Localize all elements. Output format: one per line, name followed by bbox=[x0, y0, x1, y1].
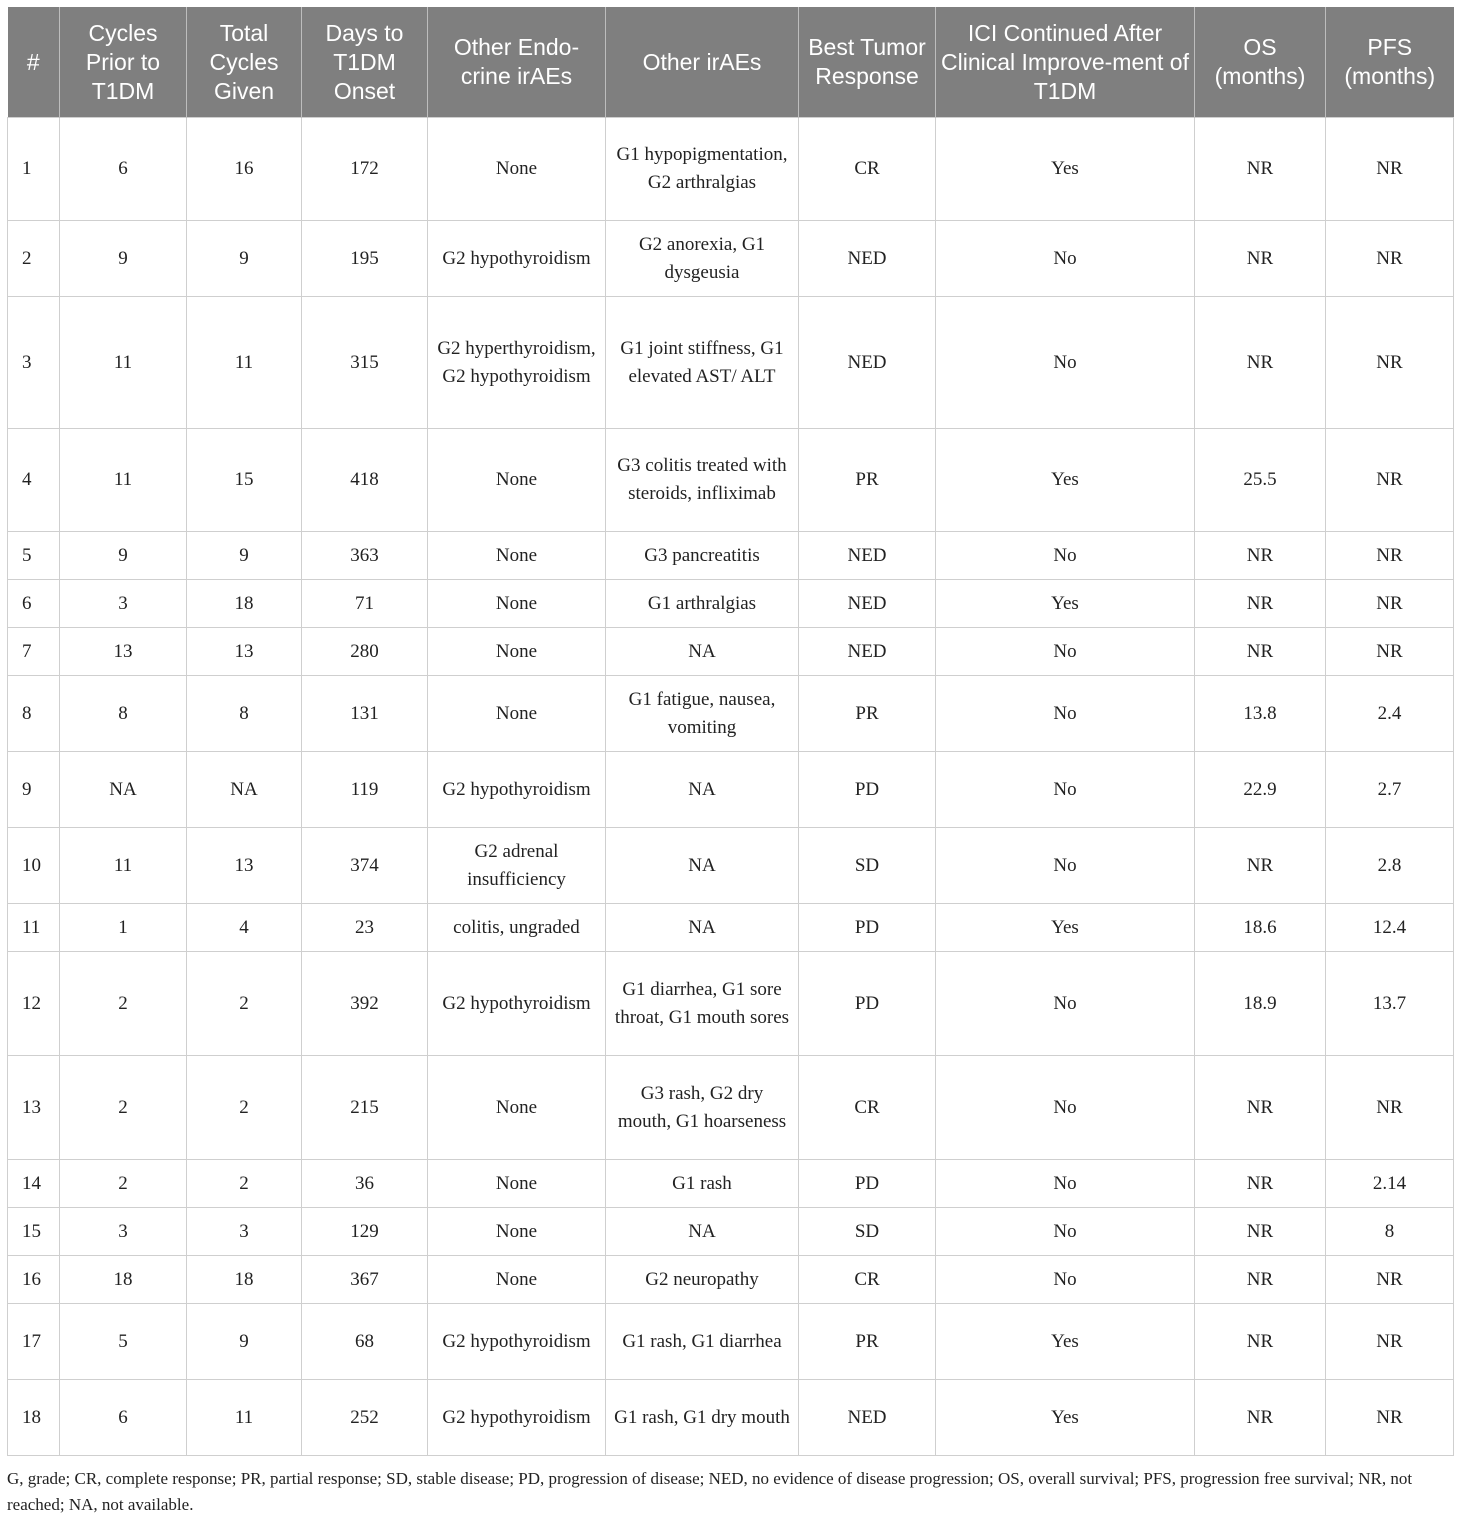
header-other-iraes: Other irAEs bbox=[606, 7, 799, 118]
cell-other-iraes: G3 rash, G2 dry mouth, G1 hoarseness bbox=[606, 1056, 799, 1160]
header-best-response: Best Tumor Response bbox=[799, 7, 936, 118]
cell-other-endocrine: None bbox=[428, 1056, 606, 1160]
cell-other-iraes: G1 fatigue, nausea, vomiting bbox=[606, 676, 799, 752]
cell-best-response: PR bbox=[799, 676, 936, 752]
cell-total-cycles: 2 bbox=[187, 952, 302, 1056]
cell-best-response: PD bbox=[799, 752, 936, 828]
cell-other-endocrine: G2 adrenal insufficiency bbox=[428, 828, 606, 904]
cell-total-cycles: 11 bbox=[187, 1380, 302, 1456]
cell-os-months: NR bbox=[1195, 1256, 1326, 1304]
cell-row-index: 18 bbox=[8, 1380, 60, 1456]
cell-os-months: 18.6 bbox=[1195, 904, 1326, 952]
cell-other-iraes: NA bbox=[606, 628, 799, 676]
cell-row-index: 4 bbox=[8, 429, 60, 532]
cell-pfs-months: NR bbox=[1326, 580, 1454, 628]
cell-days-to-onset: 172 bbox=[302, 118, 428, 221]
cell-pfs-months: 2.4 bbox=[1326, 676, 1454, 752]
cell-other-iraes: NA bbox=[606, 904, 799, 952]
cell-other-endocrine: G2 hyperthyroidism, G2 hypothyroidism bbox=[428, 297, 606, 429]
cell-ici-continued: No bbox=[936, 532, 1195, 580]
cell-best-response: PD bbox=[799, 904, 936, 952]
cell-os-months: 18.9 bbox=[1195, 952, 1326, 1056]
cell-total-cycles: 15 bbox=[187, 429, 302, 532]
data-table bbox=[7, 7, 1454, 1456]
cell-days-to-onset: 36 bbox=[302, 1160, 428, 1208]
cell-best-response: CR bbox=[799, 1056, 936, 1160]
cell-days-to-onset: 195 bbox=[302, 221, 428, 297]
cell-other-iraes: G1 rash bbox=[606, 1160, 799, 1208]
cell-best-response: NED bbox=[799, 1380, 936, 1456]
cell-total-cycles: 13 bbox=[187, 828, 302, 904]
cell-other-endocrine: None bbox=[428, 1256, 606, 1304]
cell-days-to-onset: 252 bbox=[302, 1380, 428, 1456]
table-row bbox=[8, 221, 1454, 297]
cell-row-index: 16 bbox=[8, 1256, 60, 1304]
cell-pfs-months: NR bbox=[1326, 221, 1454, 297]
cell-ici-continued: No bbox=[936, 297, 1195, 429]
cell-other-iraes: G2 neuropathy bbox=[606, 1256, 799, 1304]
cell-other-endocrine: None bbox=[428, 628, 606, 676]
cell-cycles-prior: 2 bbox=[60, 952, 187, 1056]
cell-days-to-onset: 129 bbox=[302, 1208, 428, 1256]
table-row bbox=[8, 1160, 1454, 1208]
cell-days-to-onset: 71 bbox=[302, 580, 428, 628]
cell-other-iraes: NA bbox=[606, 828, 799, 904]
cell-best-response: CR bbox=[799, 1256, 936, 1304]
cell-ici-continued: Yes bbox=[936, 1304, 1195, 1380]
cell-other-endocrine: colitis, ungraded bbox=[428, 904, 606, 952]
cell-best-response: NED bbox=[799, 628, 936, 676]
cell-other-iraes: G1 rash, G1 diarrhea bbox=[606, 1304, 799, 1380]
cell-best-response: PD bbox=[799, 1160, 936, 1208]
cell-days-to-onset: 119 bbox=[302, 752, 428, 828]
cell-ici-continued: Yes bbox=[936, 118, 1195, 221]
cell-other-endocrine: G2 hypothyroidism bbox=[428, 221, 606, 297]
cell-other-iraes: G2 anorexia, G1 dysgeusia bbox=[606, 221, 799, 297]
header-row bbox=[8, 7, 1454, 118]
cell-row-index: 5 bbox=[8, 532, 60, 580]
table-footnote: G, grade; CR, complete response; PR, partial response; SD, stable disease; PD, progression of disease; NED, no evidence of disease progression; OS, overall survival; PFS, progression free survival; NR, not reached; NA, not available. bbox=[7, 1469, 1413, 1514]
cell-os-months: NR bbox=[1195, 1304, 1326, 1380]
cell-days-to-onset: 315 bbox=[302, 297, 428, 429]
cell-ici-continued: No bbox=[936, 1160, 1195, 1208]
cell-days-to-onset: 280 bbox=[302, 628, 428, 676]
cell-pfs-months: 2.14 bbox=[1326, 1160, 1454, 1208]
cell-os-months: NR bbox=[1195, 580, 1326, 628]
cell-total-cycles: 18 bbox=[187, 1256, 302, 1304]
cell-other-endocrine: None bbox=[428, 580, 606, 628]
cell-best-response: NED bbox=[799, 532, 936, 580]
cell-other-endocrine: G2 hypothyroidism bbox=[428, 752, 606, 828]
cell-other-iraes: NA bbox=[606, 752, 799, 828]
cell-pfs-months: 2.7 bbox=[1326, 752, 1454, 828]
cell-total-cycles: 13 bbox=[187, 628, 302, 676]
table-row bbox=[8, 828, 1454, 904]
cell-cycles-prior: 6 bbox=[60, 118, 187, 221]
cell-os-months: NR bbox=[1195, 221, 1326, 297]
cell-best-response: SD bbox=[799, 1208, 936, 1256]
cell-other-iraes: NA bbox=[606, 1208, 799, 1256]
cell-ici-continued: No bbox=[936, 1256, 1195, 1304]
cell-total-cycles: 18 bbox=[187, 580, 302, 628]
table-row bbox=[8, 429, 1454, 532]
table-row bbox=[8, 1380, 1454, 1456]
cell-ici-continued: No bbox=[936, 628, 1195, 676]
cell-row-index: 10 bbox=[8, 828, 60, 904]
cell-total-cycles: 16 bbox=[187, 118, 302, 221]
cell-other-endocrine: G2 hypothyroidism bbox=[428, 952, 606, 1056]
cell-cycles-prior: 11 bbox=[60, 429, 187, 532]
cell-cycles-prior: 11 bbox=[60, 297, 187, 429]
cell-pfs-months: NR bbox=[1326, 1304, 1454, 1380]
table-row bbox=[8, 1304, 1454, 1380]
cell-cycles-prior: 8 bbox=[60, 676, 187, 752]
cell-cycles-prior: 9 bbox=[60, 532, 187, 580]
cell-os-months: 13.8 bbox=[1195, 676, 1326, 752]
cell-days-to-onset: 131 bbox=[302, 676, 428, 752]
cell-pfs-months: NR bbox=[1326, 532, 1454, 580]
cell-cycles-prior: 18 bbox=[60, 1256, 187, 1304]
cell-other-endocrine: None bbox=[428, 1160, 606, 1208]
cell-row-index: 7 bbox=[8, 628, 60, 676]
cell-days-to-onset: 68 bbox=[302, 1304, 428, 1380]
cell-ici-continued: No bbox=[936, 1056, 1195, 1160]
cell-pfs-months: NR bbox=[1326, 1380, 1454, 1456]
cell-other-iraes: G1 rash, G1 dry mouth bbox=[606, 1380, 799, 1456]
table-row bbox=[8, 676, 1454, 752]
cell-row-index: 17 bbox=[8, 1304, 60, 1380]
cell-ici-continued: Yes bbox=[936, 429, 1195, 532]
cell-ici-continued: No bbox=[936, 752, 1195, 828]
cell-other-endocrine: G2 hypothyroidism bbox=[428, 1304, 606, 1380]
header-total-cycles: Total Cycles Given bbox=[187, 7, 302, 118]
cell-ici-continued: No bbox=[936, 1208, 1195, 1256]
cell-os-months: NR bbox=[1195, 1056, 1326, 1160]
cell-cycles-prior: 5 bbox=[60, 1304, 187, 1380]
cell-row-index: 2 bbox=[8, 221, 60, 297]
cell-days-to-onset: 392 bbox=[302, 952, 428, 1056]
cell-cycles-prior: 3 bbox=[60, 580, 187, 628]
cell-other-iraes: G1 arthralgias bbox=[606, 580, 799, 628]
cell-days-to-onset: 23 bbox=[302, 904, 428, 952]
cell-days-to-onset: 363 bbox=[302, 532, 428, 580]
cell-cycles-prior: 1 bbox=[60, 904, 187, 952]
cell-days-to-onset: 418 bbox=[302, 429, 428, 532]
cell-other-endocrine: None bbox=[428, 1208, 606, 1256]
header-cycles-prior: Cycles Prior to T1DM bbox=[60, 7, 187, 118]
cell-row-index: 11 bbox=[8, 904, 60, 952]
cell-ici-continued: No bbox=[936, 221, 1195, 297]
cell-row-index: 14 bbox=[8, 1160, 60, 1208]
cell-best-response: SD bbox=[799, 828, 936, 904]
cell-total-cycles: 3 bbox=[187, 1208, 302, 1256]
cell-total-cycles: 2 bbox=[187, 1056, 302, 1160]
table-row bbox=[8, 580, 1454, 628]
cell-cycles-prior: 11 bbox=[60, 828, 187, 904]
cell-other-iraes: G3 colitis treated with steroids, infliximab bbox=[606, 429, 799, 532]
cell-best-response: NED bbox=[799, 580, 936, 628]
header-pfs: PFS (months) bbox=[1326, 7, 1454, 118]
cell-cycles-prior: 2 bbox=[60, 1056, 187, 1160]
table-body bbox=[8, 118, 1454, 1456]
cell-cycles-prior: 13 bbox=[60, 628, 187, 676]
cell-os-months: NR bbox=[1195, 1208, 1326, 1256]
cell-pfs-months: 2.8 bbox=[1326, 828, 1454, 904]
cell-ici-continued: Yes bbox=[936, 1380, 1195, 1456]
cell-cycles-prior: 2 bbox=[60, 1160, 187, 1208]
cell-os-months: NR bbox=[1195, 628, 1326, 676]
table-row bbox=[8, 1256, 1454, 1304]
cell-best-response: PR bbox=[799, 1304, 936, 1380]
cell-row-index: 15 bbox=[8, 1208, 60, 1256]
cell-row-index: 12 bbox=[8, 952, 60, 1056]
header-ici-continued: ICI Continued After Clinical Improve-ment of T1DM bbox=[936, 7, 1195, 118]
table-row bbox=[8, 628, 1454, 676]
cell-row-index: 6 bbox=[8, 580, 60, 628]
cell-best-response: PR bbox=[799, 429, 936, 532]
cell-other-iraes: G3 pancreatitis bbox=[606, 532, 799, 580]
table-row bbox=[8, 1056, 1454, 1160]
cell-total-cycles: 4 bbox=[187, 904, 302, 952]
cell-os-months: 25.5 bbox=[1195, 429, 1326, 532]
cell-ici-continued: No bbox=[936, 676, 1195, 752]
cell-total-cycles: 9 bbox=[187, 532, 302, 580]
cell-days-to-onset: 215 bbox=[302, 1056, 428, 1160]
header-days-to-onset: Days to T1DM Onset bbox=[302, 7, 428, 118]
cell-ici-continued: No bbox=[936, 828, 1195, 904]
cell-pfs-months: 12.4 bbox=[1326, 904, 1454, 952]
cell-os-months: NR bbox=[1195, 297, 1326, 429]
cell-os-months: 22.9 bbox=[1195, 752, 1326, 828]
cell-os-months: NR bbox=[1195, 532, 1326, 580]
cell-row-index: 1 bbox=[8, 118, 60, 221]
cell-row-index: 13 bbox=[8, 1056, 60, 1160]
cell-best-response: NED bbox=[799, 297, 936, 429]
cell-pfs-months: NR bbox=[1326, 297, 1454, 429]
cell-total-cycles: NA bbox=[187, 752, 302, 828]
cell-row-index: 9 bbox=[8, 752, 60, 828]
cell-total-cycles: 8 bbox=[187, 676, 302, 752]
cell-os-months: NR bbox=[1195, 1380, 1326, 1456]
table-row bbox=[8, 752, 1454, 828]
cell-row-index: 8 bbox=[8, 676, 60, 752]
cell-ici-continued: No bbox=[936, 952, 1195, 1056]
cell-other-endocrine: None bbox=[428, 429, 606, 532]
cell-pfs-months: NR bbox=[1326, 628, 1454, 676]
cell-other-endocrine: G2 hypothyroidism bbox=[428, 1380, 606, 1456]
cell-total-cycles: 11 bbox=[187, 297, 302, 429]
cell-total-cycles: 2 bbox=[187, 1160, 302, 1208]
cell-total-cycles: 9 bbox=[187, 1304, 302, 1380]
cell-best-response: NED bbox=[799, 221, 936, 297]
cell-cycles-prior: 6 bbox=[60, 1380, 187, 1456]
cell-other-endocrine: None bbox=[428, 676, 606, 752]
cell-os-months: NR bbox=[1195, 118, 1326, 221]
table-row bbox=[8, 904, 1454, 952]
cell-cycles-prior: 3 bbox=[60, 1208, 187, 1256]
table-container bbox=[7, 7, 1453, 1456]
cell-pfs-months: 13.7 bbox=[1326, 952, 1454, 1056]
cell-other-endocrine: None bbox=[428, 118, 606, 221]
cell-ici-continued: Yes bbox=[936, 904, 1195, 952]
cell-other-iraes: G1 joint stiffness, G1 elevated AST/ ALT bbox=[606, 297, 799, 429]
cell-pfs-months: NR bbox=[1326, 118, 1454, 221]
table-row bbox=[8, 1208, 1454, 1256]
header-other-endocrine: Other Endo-crine irAEs bbox=[428, 7, 606, 118]
cell-pfs-months: NR bbox=[1326, 429, 1454, 532]
cell-best-response: PD bbox=[799, 952, 936, 1056]
table-row bbox=[8, 532, 1454, 580]
cell-pfs-months: NR bbox=[1326, 1256, 1454, 1304]
cell-row-index: 3 bbox=[8, 297, 60, 429]
cell-other-endocrine: None bbox=[428, 532, 606, 580]
table-row bbox=[8, 118, 1454, 221]
cell-other-iraes: G1 diarrhea, G1 sore throat, G1 mouth sores bbox=[606, 952, 799, 1056]
cell-pfs-months: NR bbox=[1326, 1056, 1454, 1160]
cell-cycles-prior: 9 bbox=[60, 221, 187, 297]
cell-total-cycles: 9 bbox=[187, 221, 302, 297]
table-row bbox=[8, 952, 1454, 1056]
cell-days-to-onset: 374 bbox=[302, 828, 428, 904]
table-row bbox=[8, 297, 1454, 429]
cell-days-to-onset: 367 bbox=[302, 1256, 428, 1304]
cell-os-months: NR bbox=[1195, 1160, 1326, 1208]
cell-best-response: CR bbox=[799, 118, 936, 221]
header-index: # bbox=[8, 7, 60, 118]
cell-ici-continued: Yes bbox=[936, 580, 1195, 628]
header-os: OS (months) bbox=[1195, 7, 1326, 118]
cell-pfs-months: 8 bbox=[1326, 1208, 1454, 1256]
cell-other-iraes: G1 hypopigmentation, G2 arthralgias bbox=[606, 118, 799, 221]
cell-cycles-prior: NA bbox=[60, 752, 187, 828]
cell-os-months: NR bbox=[1195, 828, 1326, 904]
